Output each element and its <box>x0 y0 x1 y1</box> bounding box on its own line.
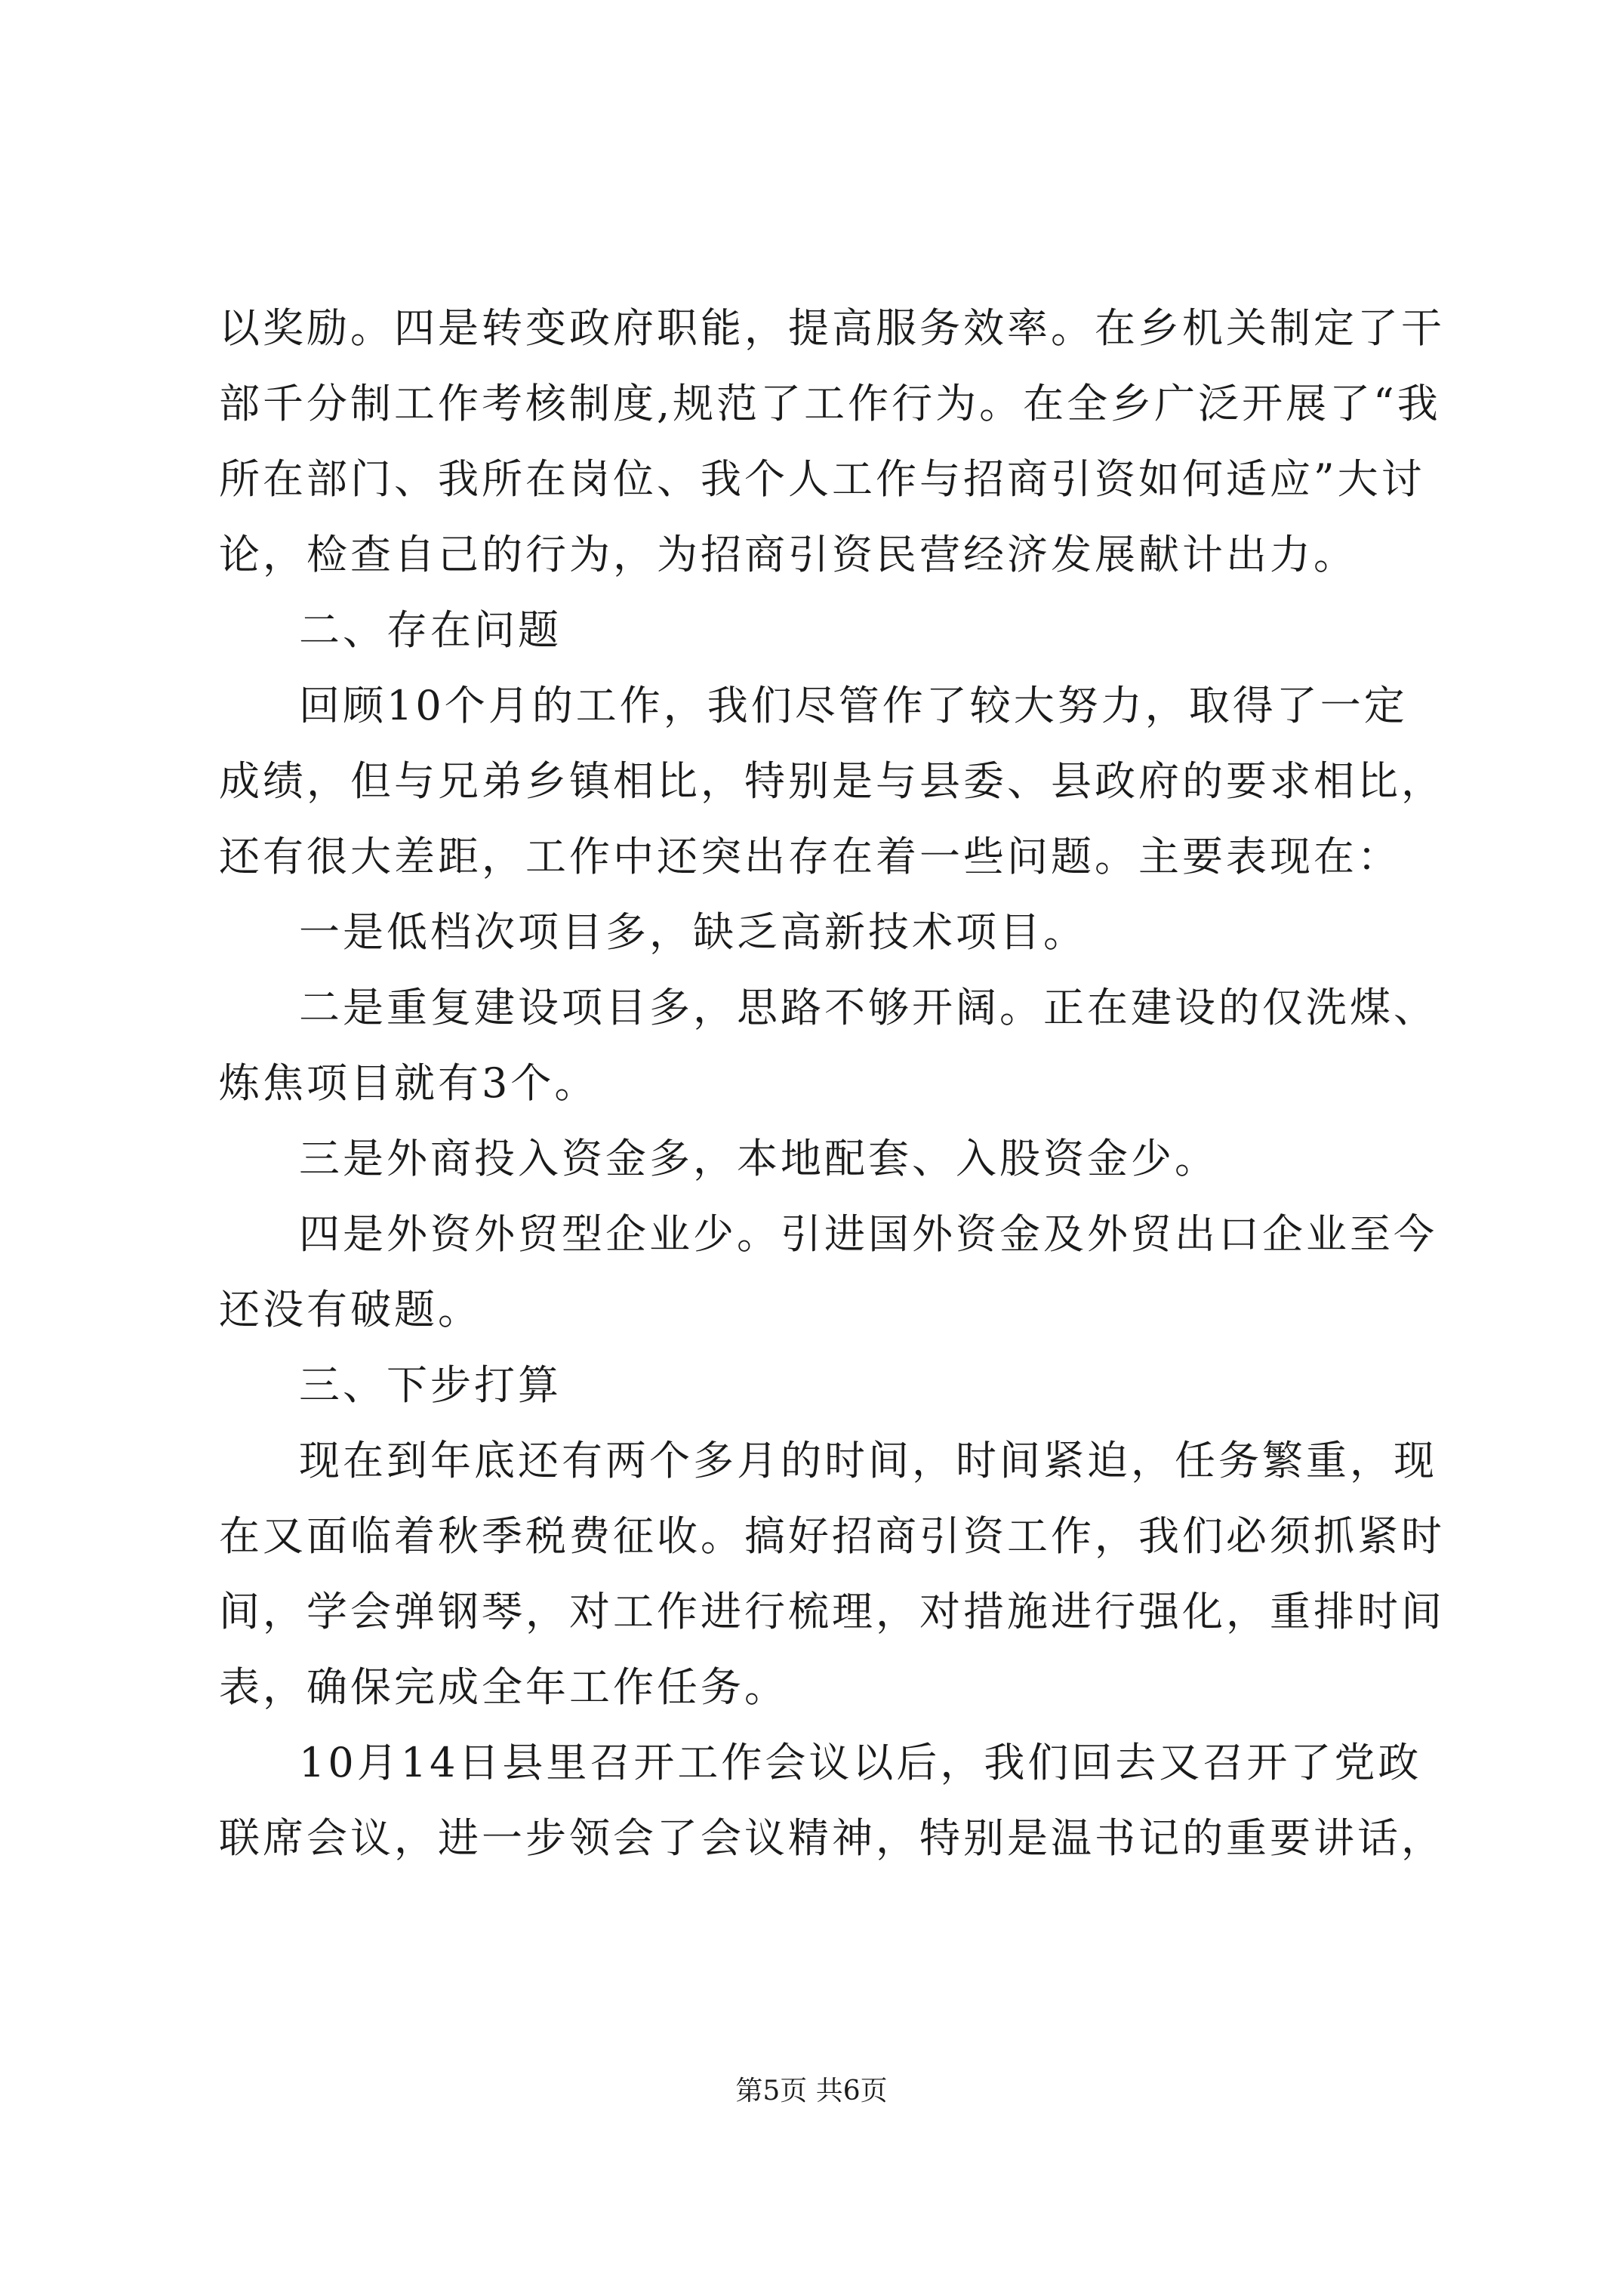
text-line: 10月14日县里召开工作会议以后，我们回去又召开了党政 <box>299 1739 1422 1786</box>
text-line: 还没有破题。 <box>219 1286 482 1333</box>
text-line: 炼焦项目就有3个。 <box>219 1059 599 1107</box>
page-number-footer: 第5页 共6页 <box>735 2076 888 2106</box>
text-line: 四是外资外贸型企业少。引进国外资金及外贸出口企业至今 <box>299 1210 1437 1258</box>
text-line: 一是低档次项目多，缺乏高新技术项目。 <box>299 908 1087 956</box>
text-line: 在又面临着秋季税费征收。搞好招商引资工作，我们必须抓紧时 <box>219 1512 1445 1560</box>
text-line: 二是重复建设项目多，思路不够开阔。正在建设的仅洗煤、 <box>299 984 1437 1031</box>
text-line: 现在到年底还有两个多月的时间，时间紧迫，任务繁重，现 <box>299 1437 1437 1484</box>
text-line: 论，检查自己的行为，为招商引资民营经济发展献计出力。 <box>219 531 1357 578</box>
text-line: 三是外商投入资金多，本地配套、入股资金少。 <box>299 1135 1218 1182</box>
text-line: 所在部门、我所在岗位、我个人工作与招商引资如何适应”大讨 <box>219 455 1425 503</box>
text-line: 回顾10个月的工作，我们尽管作了较大努力，取得了一定 <box>299 682 1408 729</box>
text-line: 以奖励。四是转变政府职能，提高服务效率。在乡机关制定了干 <box>219 304 1445 352</box>
text-line: 成绩，但与兄弟乡镇相比，特别是与县委、县政府的要求相比， <box>219 757 1445 805</box>
section-heading: 二、存在问题 <box>299 606 562 654</box>
text-line: 间，学会弹钢琴，对工作进行梳理，对措施进行强化，重排时间 <box>219 1588 1445 1635</box>
section-heading: 三、下步打算 <box>299 1361 562 1409</box>
text-line: 部千分制工作考核制度,规范了工作行为。在全乡广泛开展了“我 <box>219 380 1441 427</box>
text-line: 表，确保完成全年工作任务。 <box>219 1663 788 1711</box>
text-line: 还有很大差距，工作中还突出存在着一些问题。主要表现在： <box>219 833 1401 880</box>
text-line: 联席会议，进一步领会了会议精神，特别是温书记的重要讲话， <box>219 1814 1445 1862</box>
